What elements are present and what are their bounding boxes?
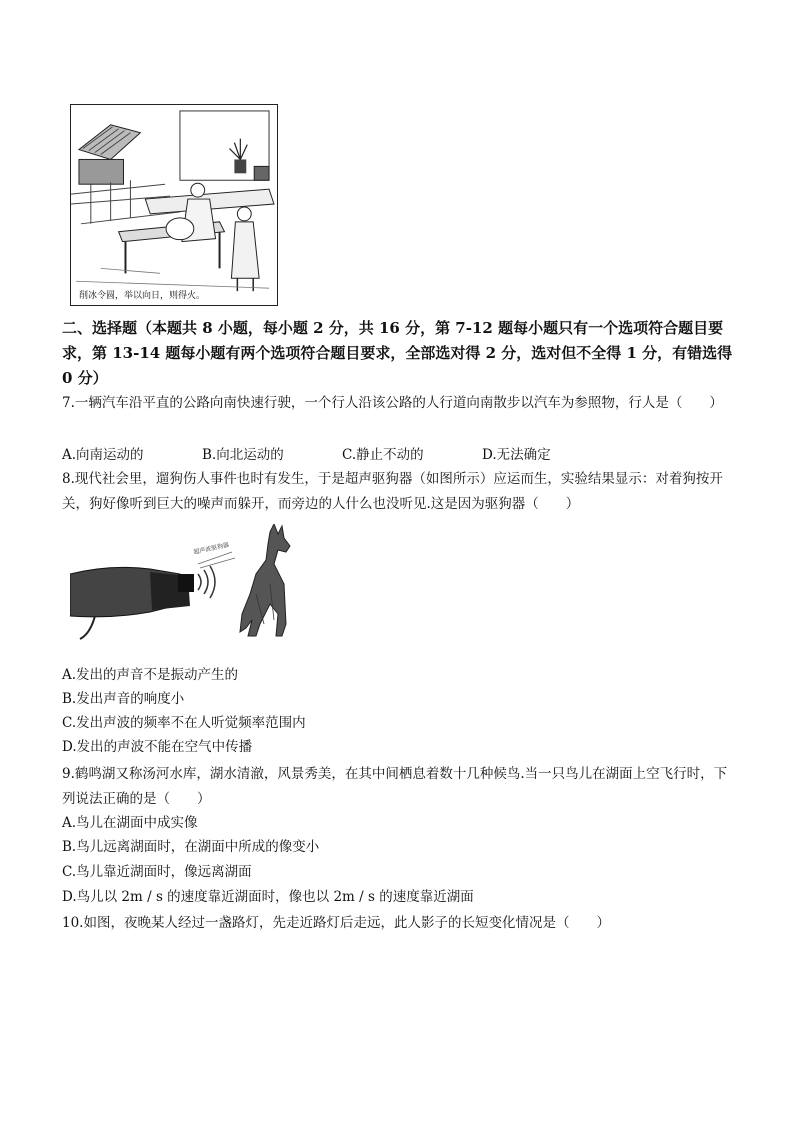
q9-option-c: C.鸟儿靠近湖面时，像远离湖面 — [62, 864, 252, 880]
question-9-stem: 9.鹤鸣湖又称汤河水库，湖水清澈，风景秀美，在其中间栖息着数十几种候鸟.当一只鸟儿在湖面上空飞行时，下列说法正确的是（ ） — [62, 766, 728, 807]
dog-repeller-drawing — [70, 524, 300, 640]
ancient-illustration — [70, 104, 278, 306]
illustration-caption: 削冰令圆，举以向日，则得火。 — [79, 291, 206, 301]
q8-option-a: A.发出的声音不是振动产生的 — [62, 667, 239, 683]
q9-option-d: D.鸟儿以 2m / s 的速度靠近湖面时，像也以 2m / s 的速度靠近湖面 — [62, 889, 474, 905]
question-10-stem: 10.如图，夜晚某人经过一盏路灯，先走近路灯后走远，此人影子的长短变化情况是（ ） — [62, 915, 610, 931]
q9-option-b: B.鸟儿远离湖面时，在湖面中所成的像变小 — [62, 839, 320, 855]
q9-option-a: A.鸟儿在湖面中成实像 — [62, 815, 198, 831]
device-label: 超声波驱狗器 — [192, 541, 230, 556]
question-7-stem: 7.一辆汽车沿平直的公路向南快速行驶，一个行人沿该公路的人行道向南散步以汽车为参照物，行人是（ ） — [62, 395, 723, 411]
q8-option-b: B.发出声音的响度小 — [62, 691, 185, 707]
q7-option-a: A.向南运动的 — [62, 447, 144, 463]
dog-repeller-figure — [70, 524, 300, 640]
q8-option-d: D.发出的声波不能在空气中传播 — [62, 739, 253, 755]
q7-option-b: B.向北运动的 — [202, 447, 284, 463]
ancient-scene-drawing — [71, 105, 277, 305]
q8-option-c: C.发出声波的频率不在人听觉频率范围内 — [62, 715, 306, 731]
q7-option-d: D.无法确定 — [482, 447, 551, 463]
q7-option-c: C.静止不动的 — [342, 447, 424, 463]
section-2-heading: 二、选择题（本题共 8 小题，每小题 2 分，共 16 分，第 7-12 题每小题只有一个选项符合题目要求，第 13-14 题每小题有两个选项符合题目要求，全部选对得 2 分，选对但不全得 1 分，有错选得 0 分） — [62, 319, 733, 387]
question-7-options — [62, 443, 738, 463]
question-8-stem: 8.现代社会里，遛狗伤人事件也时有发生，于是超声驱狗器（如图所示）应运而生，实验结果显示：对着狗按开关，狗好像听到巨大的噪声而躲开，而旁边的人什么也没听见.这是因为驱狗器（ ） — [62, 471, 723, 512]
